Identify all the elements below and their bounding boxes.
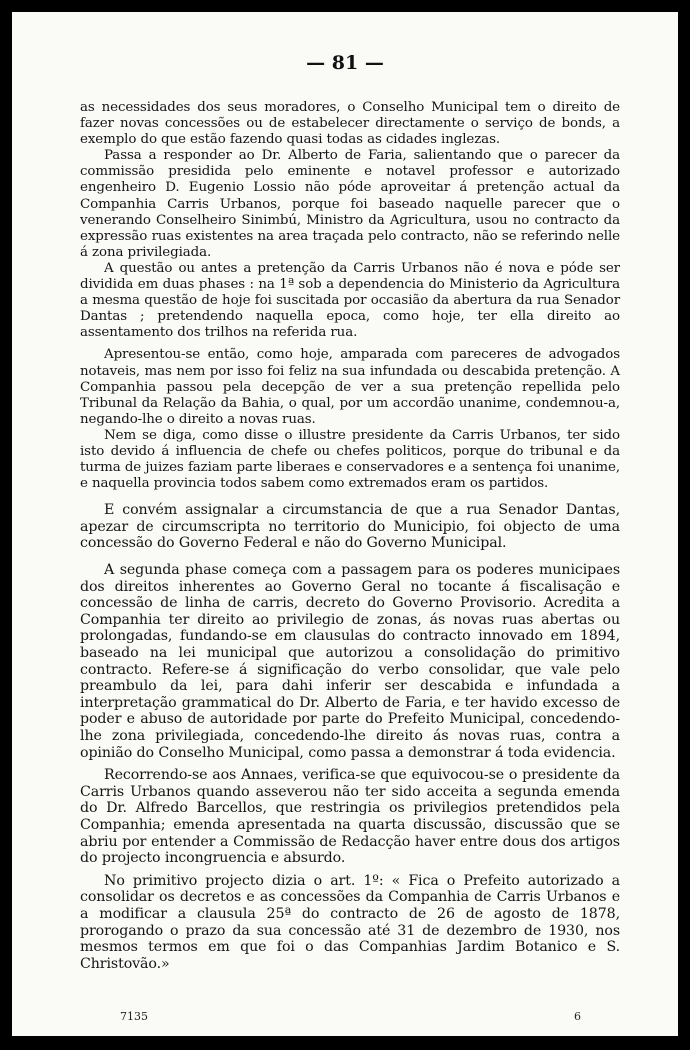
paragraph-2: Passa a responder ao Dr. Alberto de Faria, salientando que o parecer da commissão presidida pelo eminente e notavel professor e autorizado engenheiro D. Eugenio Lossio não póde aproveitar á pretenção actual da Companhia Carris Urbanos, porque foi baseado naquelle parecer que o venerando Conselheiro Sinimbú, Ministro da Agricultura, usou no contracto da expressão ruas existentes na area traçada pelo contracto, não se referindo nelle á zona privilegiada. [80, 148, 620, 260]
paragraph-4: Apresentou-se então, como hoje, amparada com pareceres de advogados notaveis, mas nem por isso foi feliz na sua infundada ou descabida pretenção. A Companhia passou pela decepção de ver a sua pretenção repellida pelo Tribunal da Relação da Bahia, o qual, por um accordão unanime, condemnou-a, negando-lhe o direito a novas ruas. [80, 347, 620, 427]
paragraph-7: A segunda phase começa com a passagem para os poderes municipaes dos direitos inherentes ao Governo Geral no tocante á fiscalisação e concessão de linha de carris, decreto do Governo Provisorio. Acredita a Companhia ter direito ao privilegio de zonas, ás novas ruas abertas ou prolongadas, fundando-se em clausulas do contracto innovado em 1894, baseado na lei municipal que autorizou a consolidação do primitivo contracto. Refere-se á significação do verbo consolidar, que vale pelo preambulo da lei, para dahi inferir ser descabida e infundada a interpretação grammatical do Dr. Alberto de Faria, e ter havido excesso de poder e abuso de autoridade por parte do Prefeito Municipal, concedendo-lhe zona privilegiada, concedendo-lhe direito ás novas ruas, contra a opinião do Conselho Municipal, como passa a demonstrar á toda evidencia. [80, 562, 620, 761]
document-page [12, 12, 678, 1036]
gathering-mark: 6 [574, 1010, 581, 1023]
paragraph-3: A questão ou antes a pretenção da Carris Urbanos não é nova e póde ser dividida em duas phases : na 1ª sob a dependencia do Ministerio da Agricultura a mesma questão de hoje foi suscitada por occasião da abertura da rua Senador Dantas ; pretendendo naquella epoca, como hoje, ter ella direito ao assentamento dos trilhos na referida rua. [80, 260, 620, 341]
paragraph-5: Nem se diga, como disse o illustre presidente da Carris Urbanos, ter sido isto devido á influencia de chefe ou chefes politicos, porque do tribunal e da turma de juizes faziam parte liberaes e conservadores e a sentença foi unanime, e naquella provincia todos sabem como extremados eram os partidos. [80, 427, 620, 492]
paragraph-1: as necessidades dos seus moradores, o Conselho Municipal tem o direito de fazer novas concessões ou de estabelecer directamente o serviço de bonds, a exemplo do que estão fazendo quasi todas as cidades inglezas. [80, 100, 620, 148]
body-text [80, 100, 620, 972]
paragraph-9: No primitivo projecto dizia o art. 1º: « Fica o Prefeito autorizado a consolidar os decretos e as concessões da Companhia de Carris Urbanos e a modificar a clausula 25ª do contracto de 26 de agosto de 1878, prorogando o prazo da sua concessão até 31 de dezembro de 1930, nos mesmos termos em que foi o das Companhias Jardim Botanico e S. Christovão.» [80, 872, 620, 972]
paragraph-6: E convém assignalar a circumstancia de que a rua Senador Dantas, apezar de circumscripta no territorio do Municipio, foi objecto de uma concessão do Governo Federal e não do Governo Municipal. [80, 502, 620, 552]
printer-signature: 7135 [120, 1010, 148, 1023]
paragraph-8: Recorrendo-se aos Annaes, verifica-se que equivocou-se o presidente da Carris Urbanos quando asseverou não ter sido acceita a segunda emenda do Dr. Alfredo Barcellos, que restringia os privilegios pretendidos pela Companhia; emenda apresentada na quarta discussão, discussão que se abriu por entender a Commissão de Redacção haver entre dous dos artigos do projecto incongruencia e absurdo. [80, 767, 620, 867]
page-number: — 81 — [306, 52, 384, 74]
